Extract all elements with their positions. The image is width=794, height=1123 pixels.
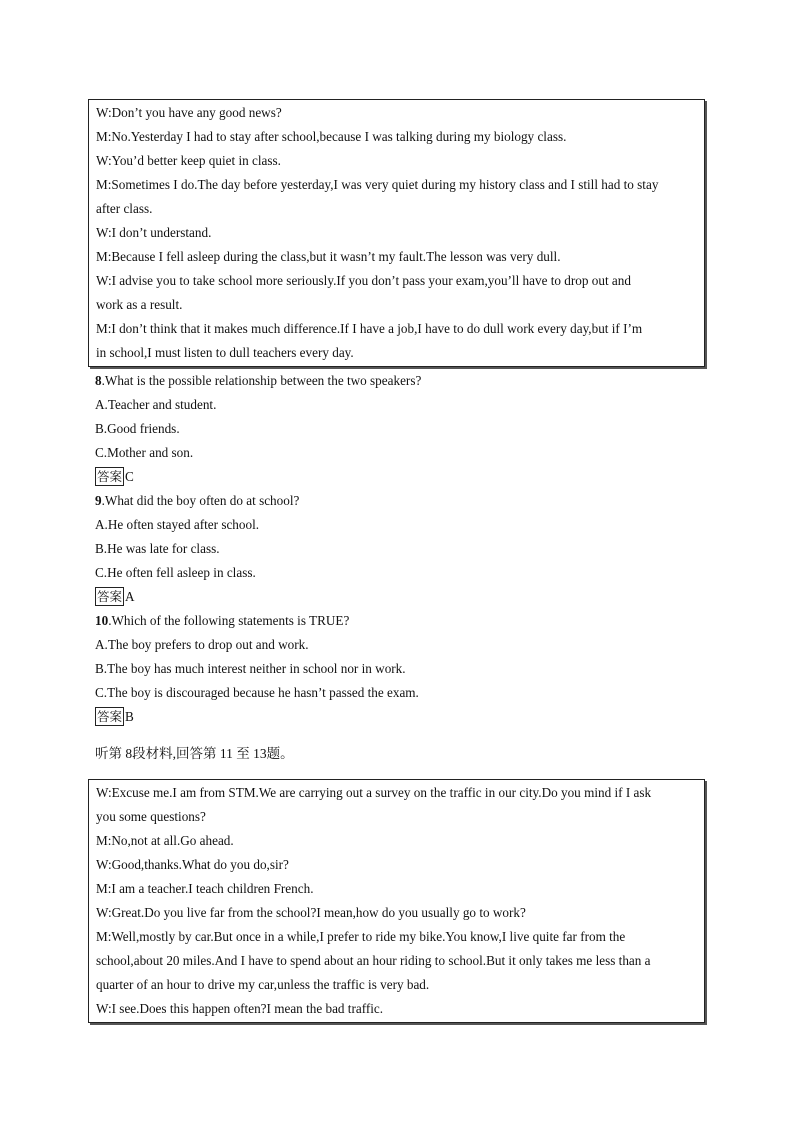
dialogue-line: W:Good,thanks.What do you do,sir? — [96, 857, 289, 872]
question-number: 9 — [95, 493, 102, 508]
answer-value: B — [125, 709, 134, 724]
dialogue-line: quarter of an hour to drive my car,unless the traffic is very bad. — [96, 977, 430, 992]
question-text: .Which of the following statements is TRUE? — [108, 613, 350, 628]
answer-line — [95, 705, 705, 729]
option-b: B.He was late for class. — [95, 541, 220, 556]
question-text: .What did the boy often do at school? — [101, 493, 300, 508]
dialogue-line: W:You’d better keep quiet in class. — [96, 153, 281, 168]
option-b: B.Good friends. — [95, 421, 180, 436]
dialogue-line: W:I advise you to take school more seriously.If you don’t pass your exam,you’ll have to drop out and — [96, 273, 631, 288]
question-stem — [95, 609, 705, 633]
option-a: A.The boy prefers to drop out and work. — [95, 637, 309, 652]
question-stem — [95, 369, 705, 393]
option-c: C.The boy is discouraged because he hasn’t passed the exam. — [95, 685, 419, 700]
dialogue-line: M:I am a teacher.I teach children French. — [96, 881, 314, 896]
dialogue-line: M:I don’t think that it makes much difference.If I have a job,I have to do dull work every day,but if I’m — [96, 321, 643, 336]
question-9 — [95, 489, 705, 609]
answer-tag: 答案 — [97, 589, 123, 604]
dialogue-line: you some questions? — [96, 809, 206, 824]
option-b: B.The boy has much interest neither in school nor in work. — [95, 661, 406, 676]
dialogue-line: after class. — [96, 201, 153, 216]
dialogue-line: W:Great.Do you live far from the school?I mean,how do you usually go to work? — [96, 905, 526, 920]
dialogue-line: M:Sometimes I do.The day before yesterday,I was very quiet during my history class and I still had to stay — [96, 177, 659, 192]
question-number: 10 — [95, 613, 109, 628]
dialogue-line: M:No.Yesterday I had to stay after school,because I was talking during my biology class. — [96, 129, 567, 144]
answer-value: A — [125, 589, 135, 604]
answer-line — [95, 585, 705, 609]
question-8 — [95, 369, 705, 489]
answer-tag: 答案 — [97, 469, 123, 484]
dialogue-transcript-box — [88, 779, 705, 1023]
dialogue-line: M:No,not at all.Go ahead. — [96, 833, 234, 848]
option-a: A.He often stayed after school. — [95, 517, 260, 532]
answer-tag: 答案 — [97, 709, 123, 724]
dialogue-line: M:Well,mostly by car.But once in a while,I prefer to ride my bike.You know,I live quite far from the — [96, 929, 626, 944]
question-number: 8 — [95, 373, 102, 388]
dialogue-transcript-box — [88, 99, 705, 367]
option-c: C.He often fell asleep in class. — [95, 565, 256, 580]
question-stem — [95, 489, 705, 513]
dialogue-line: W:Don’t you have any good news? — [96, 105, 282, 120]
dialogue-line: W:I don’t understand. — [96, 225, 212, 240]
section-heading: 听第 8段材料,回答第 11 至 13题。 — [95, 746, 294, 761]
dialogue-line: work as a result. — [96, 297, 183, 312]
question-10 — [95, 609, 705, 729]
question-text: .What is the possible relationship between the two speakers? — [101, 373, 422, 388]
dialogue-line: in school,I must listen to dull teachers every day. — [96, 345, 354, 360]
dialogue-line: school,about 20 miles.And I have to spend about an hour riding to school.But it only takes me less than a — [96, 953, 651, 968]
dialogue-line: W:Excuse me.I am from STM.We are carrying out a survey on the traffic in our city.Do you mind if I ask — [96, 785, 652, 800]
option-a: A.Teacher and student. — [95, 397, 217, 412]
dialogue-line: W:I see.Does this happen often?I mean the bad traffic. — [96, 1001, 384, 1016]
option-c: C.Mother and son. — [95, 445, 194, 460]
answer-line — [95, 465, 705, 489]
dialogue-line: M:Because I fell asleep during the class,but it wasn’t my fault.The lesson was very dull. — [96, 249, 561, 264]
answer-value: C — [125, 469, 134, 484]
